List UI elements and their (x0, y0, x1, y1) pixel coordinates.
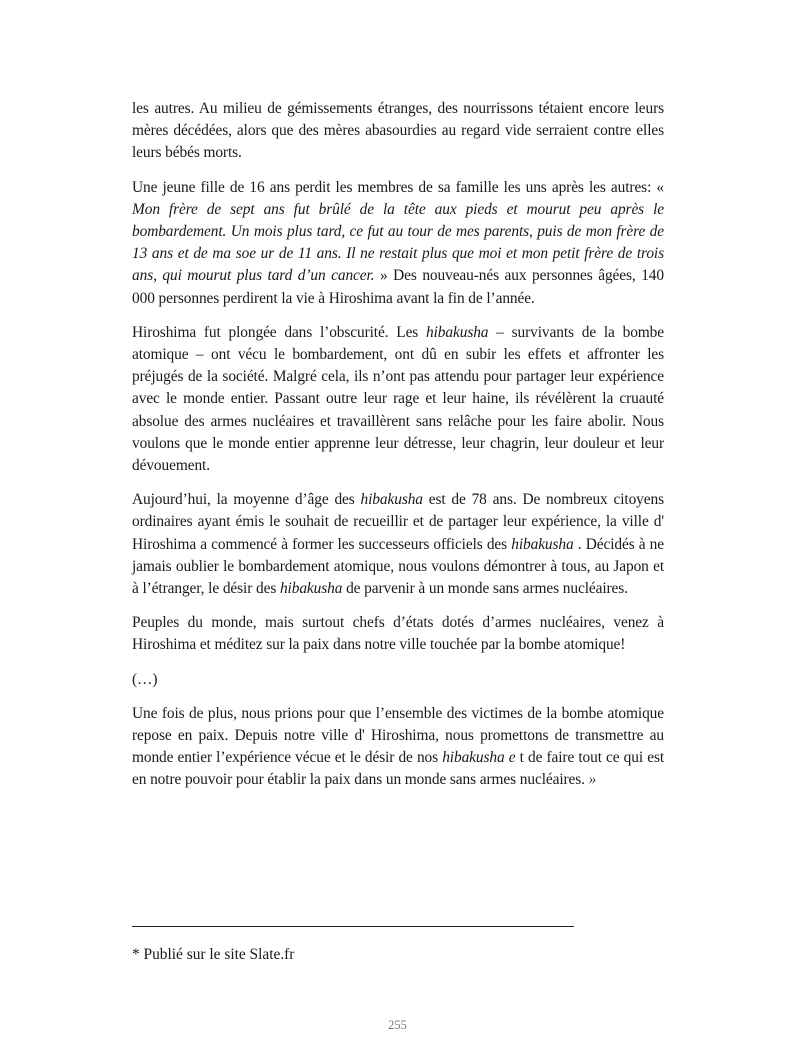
text-run: est de 78 ans. De nombreux citoyens ordinaires ayant émis le souhait de recueillir et de partager leur expérience, la ville d' Hiroshima a commencé à former les successeurs officiels des (132, 491, 664, 553)
footnote-divider (132, 926, 574, 927)
paragraph (132, 703, 664, 792)
body-text (132, 98, 664, 804)
text-run: . Décidés à ne jamais oublier le bombardement atomique, nous voulons démontrer à tous, au Japon et à l’étranger, le désir des (132, 535, 664, 598)
italic-text: » (588, 771, 597, 789)
paragraph (132, 669, 664, 691)
page-number: 255 (388, 1018, 407, 1032)
italic-text: hibakusha (511, 535, 574, 553)
footnote: * Publié sur le site Slate.fr (132, 946, 295, 963)
text-run: (…) (132, 670, 158, 688)
text-run: Peuples du monde, mais surtout chefs d’états dotés d’armes nucléaires, venez à Hiroshima et méditez sur la paix dans notre ville touchée par la bombe atomique! (132, 614, 664, 654)
italic-text: hibakusha (279, 580, 343, 598)
paragraph (132, 489, 664, 600)
paragraph (132, 612, 664, 656)
text-run: – survivants de la bombe atomique – ont vécu le bombardement, ont dû en subir les effets et affronter les préjugés de la société. Malgré cela, ils n’ont pas attendu pour partager leur expérience avec le monde entier. Passant outre leur rage et leur haine, ils révélèrent la cruauté absolue des armes nucléaires et travaillèrent sans relâche pour les faire abolir. Nous voulons que le monde entier apprenne leur détresse, leur chagrin, leur douleur et leur dévouement. (132, 323, 664, 475)
text-run: t de faire tout ce qui est en notre pouvoir pour établir la paix dans un monde sans armes nucléaires. (132, 749, 665, 789)
italic-text: hibakusha (360, 491, 423, 509)
text-run: les autres. Au milieu de gémissements étranges, des nourrissons tétaient encore leurs mères décédées, alors que des mères abasourdies au regard vide serraient contre elles leurs bébés morts. (132, 100, 664, 162)
paragraph (132, 177, 664, 310)
text-run: » Des nouveau-nés aux personnes âgées, 140 000 personnes perdirent la vie à Hiroshima avant la fin de l’année. (132, 267, 664, 307)
italic-text: hibakusha e (442, 749, 516, 767)
italic-text: hibakusha (426, 323, 489, 341)
text-run: Hiroshima fut plongée dans l’obscurité. Les (132, 323, 427, 341)
text-run: Une jeune fille de 16 ans perdit les membres de sa famille les uns après les autres: « (132, 178, 664, 196)
text-run: Aujourd’hui, la moyenne d’âge des (132, 491, 361, 509)
italic-text: Mon frère de sept ans fut brûlé de la tête aux pieds et mourut peu après le bombardement. Un mois plus tard, ce fut au tour de mes parents, puis de mon frère de 13 ans et de ma soe ur de 11 ans. Il ne restait plus que moi et mon petit frère de trois ans, qui mourut plus tard d’un cancer. (132, 200, 664, 285)
paragraph (132, 322, 664, 477)
text-run: Une fois de plus, nous prions pour que l’ensemble des victimes de la bombe atomique repose en paix. Depuis notre ville d' Hiroshima, nous promettons de transmettre au monde entier l’expérience vécue et le désir de nos (132, 704, 664, 767)
text-run: de parvenir à un monde sans armes nucléaires. (342, 580, 628, 598)
paragraph (132, 98, 664, 165)
